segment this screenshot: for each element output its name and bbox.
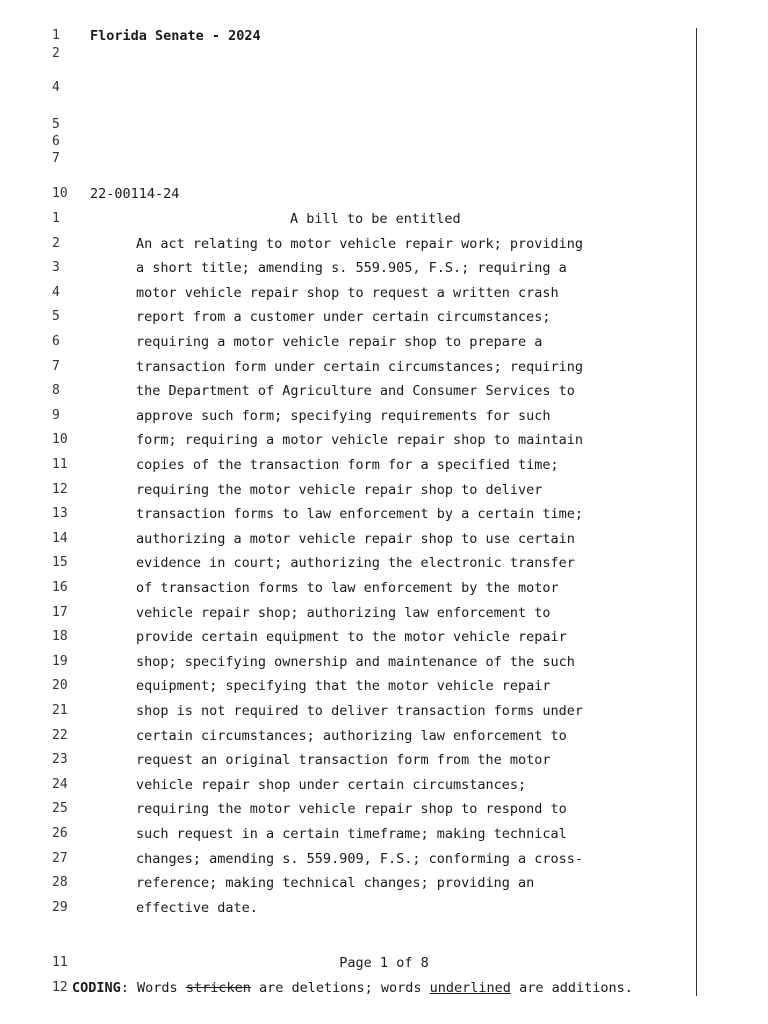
- line-number: 12: [52, 980, 68, 995]
- bill-text-line: effective date.: [136, 899, 258, 916]
- bill-text-line: motor vehicle repair shop to request a written crash: [136, 284, 559, 301]
- bill-text-line: such request in a certain timeframe; making technical: [136, 826, 567, 842]
- bill-text-line: equipment; specifying that the motor vehicle repair: [136, 678, 551, 695]
- bill-text-line: approve such form; specifying requirements for such: [136, 407, 551, 424]
- bill-text-line: requiring a motor vehicle repair shop to prepare a: [136, 334, 543, 350]
- bill-text-line: of transaction forms to law enforcement by the motor: [136, 580, 559, 596]
- bill-text-line: requiring the motor vehicle repair shop to deliver: [136, 481, 543, 498]
- header-title: Florida Senate - 2024: [90, 28, 261, 44]
- line-number: 9: [52, 407, 60, 423]
- line-number: 15: [52, 555, 68, 571]
- bill-text-line: shop is not required to deliver transaction forms under: [136, 703, 584, 719]
- bill-text-line: a short title; amending s. 559.905, F.S.; requiring a: [136, 260, 567, 277]
- line-number: 2: [52, 235, 60, 251]
- line-number: 3: [52, 260, 60, 276]
- line-number: 11: [52, 457, 68, 472]
- line-number: 21: [52, 703, 68, 718]
- bill-text-line: evidence in court; authorizing the electronic transfer: [136, 555, 575, 572]
- bill-text-line: requiring the motor vehicle repair shop to respond to: [136, 801, 567, 818]
- right-margin-rule: [696, 28, 697, 996]
- line-number: 26: [52, 826, 68, 841]
- bill-text-line: copies of the transaction form for a specified time;: [136, 457, 559, 473]
- bill-text-line: vehicle repair shop; authorizing law enforcement to: [136, 604, 551, 621]
- line-number: 7: [52, 151, 60, 166]
- line-number: 10: [52, 432, 68, 448]
- line-number: 6: [52, 334, 60, 349]
- line-number: 11: [52, 955, 68, 970]
- coding-text: are deletions; words: [250, 980, 430, 996]
- bill-text-line: An act relating to motor vehicle repair work; providing: [136, 235, 584, 252]
- underlined-example: underlined: [429, 980, 511, 996]
- stricken-example: stricken: [185, 980, 251, 996]
- bill-text-line: certain circumstances; authorizing law enforcement to: [136, 727, 567, 744]
- bill-text-line: vehicle repair shop under certain circumstances;: [136, 776, 527, 793]
- line-number: 6: [52, 134, 60, 149]
- coding-label: CODING: [72, 980, 121, 996]
- bill-text-line: changes; amending s. 559.909, F.S.; conforming a cross-: [136, 850, 584, 867]
- bill-text-line: provide certain equipment to the motor vehicle repair: [136, 629, 567, 646]
- line-number: 25: [52, 801, 68, 817]
- line-number: 13: [52, 506, 68, 522]
- bill-number: 22-00114-24: [90, 186, 180, 202]
- bill-text-line: the Department of Agriculture and Consumer Services to: [136, 383, 575, 400]
- line-number: 5: [52, 309, 60, 325]
- line-number: 28: [52, 875, 68, 891]
- bill-text-line: request an original transaction form from the motor: [136, 752, 551, 769]
- line-number: 16: [52, 580, 68, 595]
- line-number: 12: [52, 481, 68, 497]
- line-number: 4: [52, 284, 60, 300]
- bill-text-line: reference; making technical changes; providing an: [136, 875, 535, 892]
- line-number: 1: [52, 211, 60, 226]
- line-number: 1: [52, 28, 60, 43]
- line-number: 2: [52, 46, 60, 61]
- line-number: 19: [52, 653, 68, 669]
- line-number: 18: [52, 629, 68, 645]
- bill-text-line: transaction forms to law enforcement by a certain time;: [136, 506, 584, 523]
- line-number: 24: [52, 776, 68, 792]
- bill-text-line: authorizing a motor vehicle repair shop to use certain: [136, 530, 575, 547]
- line-number: 8: [52, 383, 60, 399]
- bill-text-line: transaction form under certain circumstances; requiring: [136, 358, 584, 375]
- line-number: 29: [52, 899, 68, 915]
- bill-heading: A bill to be entitled: [290, 211, 461, 227]
- line-number: 5: [52, 117, 60, 132]
- line-number: 10: [52, 186, 68, 201]
- line-number: 14: [52, 530, 68, 546]
- bill-text-line: form; requiring a motor vehicle repair shop to maintain: [136, 432, 584, 449]
- line-number: 20: [52, 678, 68, 694]
- coding-text: are additions.: [510, 980, 633, 996]
- line-number: 27: [52, 850, 68, 866]
- bill-text-line: report from a customer under certain circumstances;: [136, 309, 551, 326]
- line-number: 7: [52, 358, 60, 374]
- page-indicator: Page 1 of 8: [339, 955, 429, 971]
- bill-text-line: shop; specifying ownership and maintenance of the such: [136, 653, 575, 670]
- coding-legend: [72, 980, 633, 996]
- line-number: 22: [52, 727, 68, 743]
- line-number: 23: [52, 752, 68, 768]
- line-number: 4: [52, 80, 60, 95]
- coding-text: : Words: [120, 980, 186, 996]
- line-number: 17: [52, 604, 68, 620]
